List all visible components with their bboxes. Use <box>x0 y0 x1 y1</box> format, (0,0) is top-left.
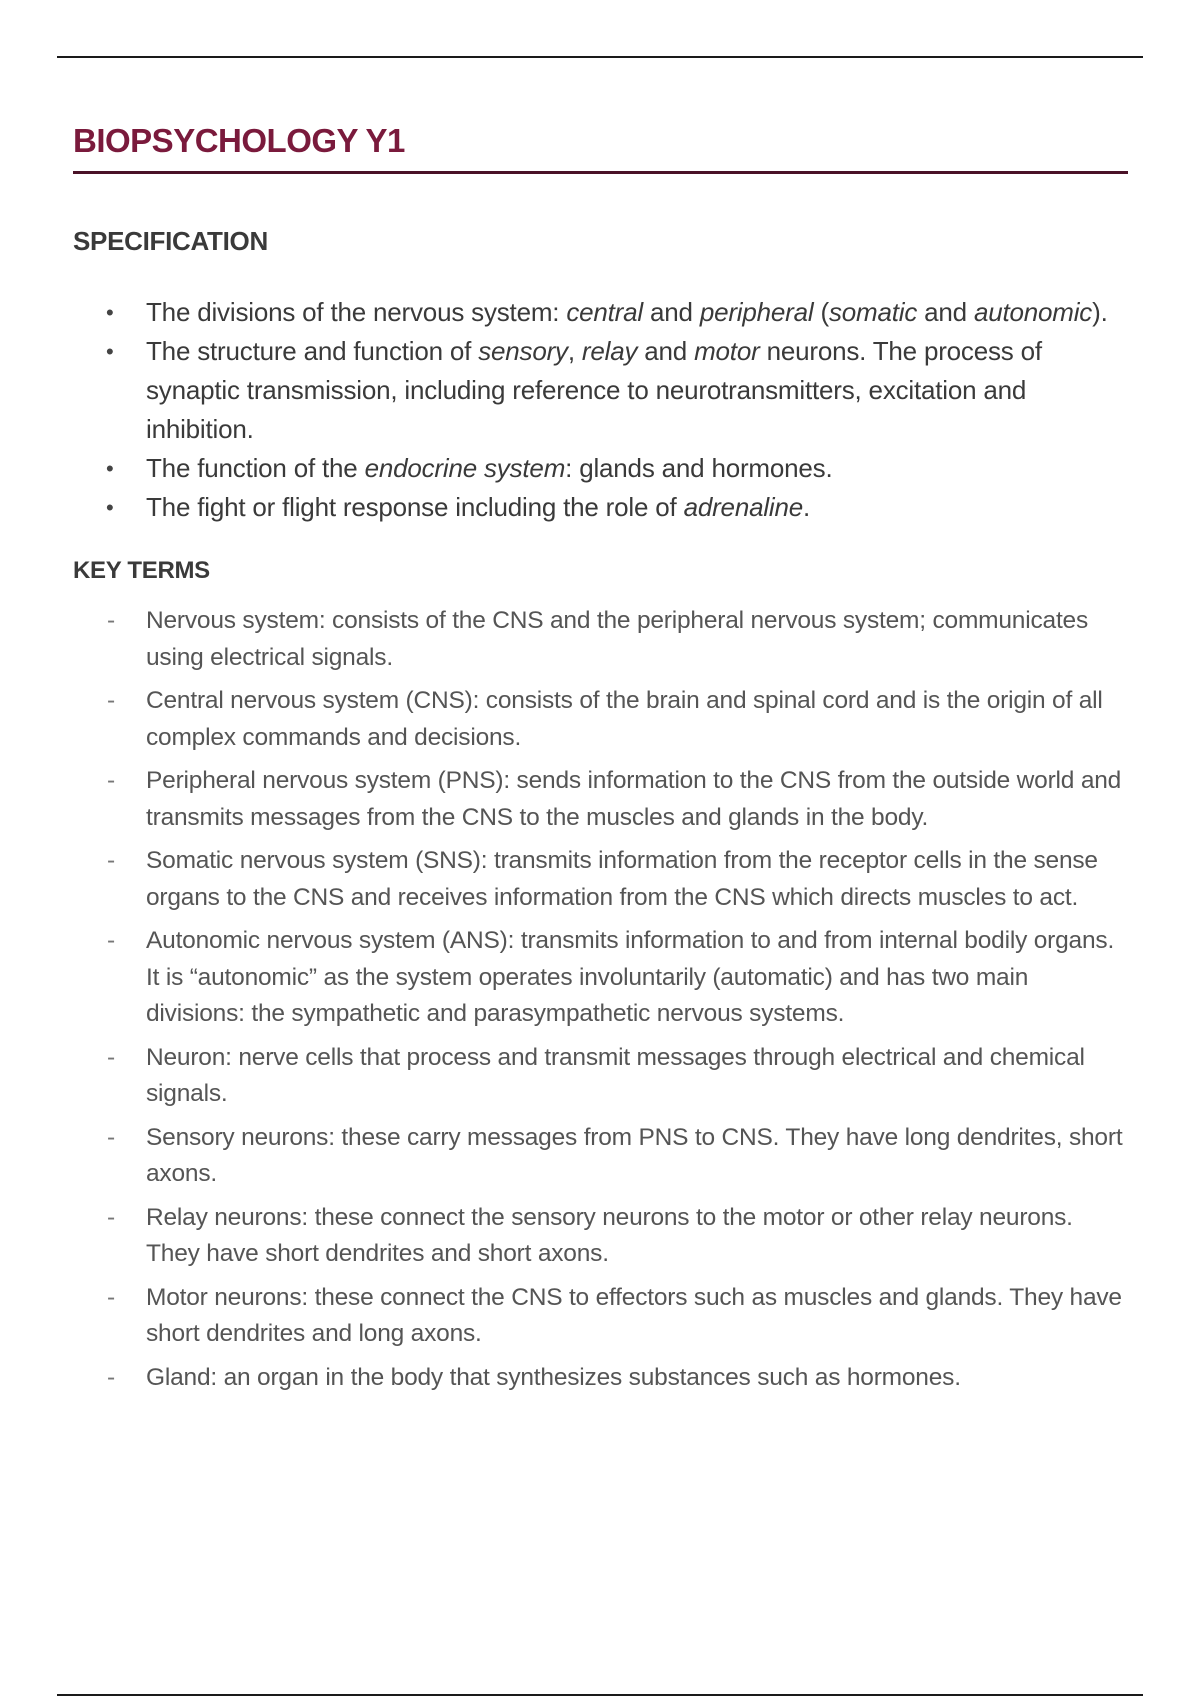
key-term-text: Sensory neurons: these carry messages from PNS to CNS. They have long dendrites, short axons. <box>146 1123 1123 1188</box>
bullet-icon: • <box>106 300 114 326</box>
dash-bullet-icon: - <box>107 927 115 955</box>
dash-bullet-icon: - <box>107 847 115 875</box>
emphasized-term: somatic <box>828 297 918 328</box>
emphasized-term: autonomic <box>973 297 1093 328</box>
specification-heading: SPECIFICATION <box>73 226 268 257</box>
specification-item <box>73 332 1128 449</box>
specification-text: . <box>803 492 811 523</box>
specification-item <box>73 449 1128 488</box>
key-term-item <box>73 1200 1128 1273</box>
key-term-text: Autonomic nervous system (ANS): transmits information to and from internal bodily organs. It is “autonomic” as the system operates involuntarily (automatic) and has two main divisions: the sympathetic and parasympathetic nervous systems. <box>146 927 1115 1028</box>
bullet-icon: • <box>106 339 114 365</box>
emphasized-term: peripheral <box>699 297 814 328</box>
key-term-item <box>73 1360 1128 1397</box>
dash-bullet-icon: - <box>107 687 115 715</box>
dash-bullet-icon: - <box>107 1043 115 1071</box>
key-term-item <box>73 843 1128 916</box>
key-term-text: Somatic nervous system (SNS): transmits information from the receptor cells in the sense organs to the CNS and receives information from the CNS which directs muscles to act. <box>146 847 1098 911</box>
specification-text: The divisions of the nervous system: <box>146 297 567 328</box>
key-term-item <box>73 923 1128 1033</box>
specification-list <box>73 293 1128 527</box>
key-term-item <box>73 683 1128 756</box>
page-bottom-rule <box>57 1694 1143 1696</box>
key-term-text: Gland: an organ in the body that synthesizes substances such as hormones. <box>146 1363 961 1391</box>
dash-bullet-icon: - <box>107 1123 115 1151</box>
specification-text: The structure and function of <box>146 336 479 367</box>
dash-bullet-icon: - <box>107 607 115 635</box>
key-term-item <box>73 1120 1128 1193</box>
specification-text: and <box>917 297 974 328</box>
key-term-text: Neuron: nerve cells that process and transmit messages through electrical and chemical signals. <box>146 1043 1085 1108</box>
key-term-item <box>73 603 1128 676</box>
specification-text: The function of the <box>146 453 365 484</box>
specification-text: and <box>637 336 695 367</box>
bullet-icon: • <box>106 495 114 521</box>
dash-bullet-icon: - <box>107 1363 115 1391</box>
document-body <box>73 120 1128 1403</box>
key-term-text: Central nervous system (CNS): consists of the brain and spinal cord and is the origin of all complex commands and decisions. <box>146 687 1103 751</box>
key-term-text: Relay neurons: these connect the sensory neurons to the motor or other relay neurons. They have short dendrites and short axons. <box>146 1203 1073 1268</box>
specification-text: The fight or flight response including the role of <box>146 492 684 523</box>
dash-bullet-icon: - <box>107 1283 115 1311</box>
specification-text: , <box>567 336 582 367</box>
emphasized-term: relay <box>581 336 638 367</box>
emphasized-term: adrenaline <box>683 492 804 523</box>
bullet-icon: • <box>106 456 114 482</box>
specification-text: ( <box>813 297 829 328</box>
emphasized-term: endocrine system <box>364 453 566 484</box>
specification-text: neurons. The process of synaptic transmission, including reference to neurotransmitters, excitation and inhibition. <box>146 336 1042 445</box>
emphasized-term: motor <box>694 336 760 367</box>
key-terms-heading: KEY TERMS <box>73 557 210 585</box>
dash-bullet-icon: - <box>107 767 115 795</box>
key-term-text: Motor neurons: these connect the CNS to effectors such as muscles and glands. They have short dendrites and long axons. <box>146 1283 1122 1348</box>
emphasized-term: central <box>566 297 643 328</box>
document-title: BIOPSYCHOLOGY Y1 <box>73 120 1128 174</box>
specification-item <box>73 293 1128 332</box>
page-top-rule <box>57 56 1143 58</box>
key-terms-list <box>73 603 1128 1396</box>
specification-text: : glands and hormones. <box>565 453 833 484</box>
key-term-text: Nervous system: consists of the CNS and the peripheral nervous system; communicates using electrical signals. <box>146 607 1089 671</box>
key-term-item <box>73 763 1128 836</box>
key-term-text: Peripheral nervous system (PNS): sends information to the CNS from the outside world and transmits messages from the CNS to the muscles and glands in the body. <box>146 767 1122 831</box>
emphasized-term: sensory <box>478 336 568 367</box>
dash-bullet-icon: - <box>107 1203 115 1231</box>
key-term-item <box>73 1280 1128 1353</box>
specification-text: ). <box>1092 297 1108 328</box>
specification-item <box>73 488 1128 527</box>
key-term-item <box>73 1040 1128 1113</box>
specification-text: and <box>642 297 700 328</box>
